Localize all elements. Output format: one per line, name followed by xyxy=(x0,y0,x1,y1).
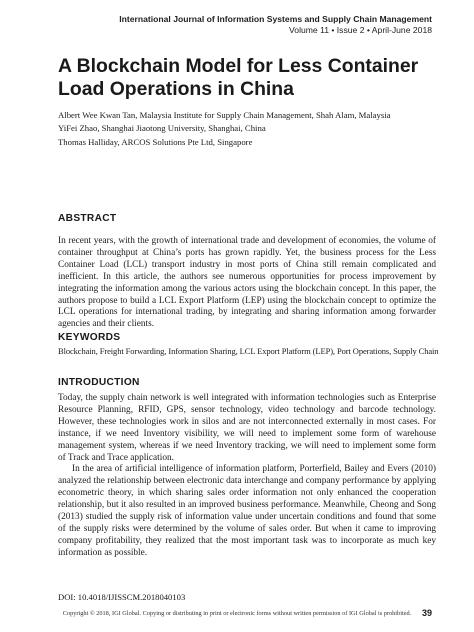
abstract-heading: ABSTRACT xyxy=(58,213,117,224)
abstract-text: In recent years, with the growth of international trade and development of economies, the volume of container throughput at China’s ports has grown rapidly. Yet, the business process for the Less Container Load (LCL) transport industry in most ports of China still remain complicated and inefficient. In this article, the authors see numerous opportunities for process improvement by integrating the information among the various actors using the blockchain concept. In this paper, the authors propose to build a LCL Export Platform (LEP) using the blockchain concept to optimize the LCL operations for international trading, by integrating and sharing information among forwarder agencies and their clients. xyxy=(58,236,436,330)
author-affiliation: Albert Wee Kwan Tan, Malaysia Institute for Supply Chain Management, Shah Alam, Malaysia xyxy=(58,110,391,120)
introduction-heading: INTRODUCTION xyxy=(58,377,140,388)
paper-title: A Blockchain Model for Less Container Load Operations in China xyxy=(58,55,419,100)
author-affiliation: YiFei Zhao, Shanghai Jiaotong University, Shanghai, China xyxy=(58,123,266,134)
journal-header xyxy=(119,14,432,36)
page-number: 39 xyxy=(421,608,432,618)
paragraph: Today, the supply chain network is well integrated with information technologies such as Enterprise Resource Planning, RFID, GPS, sensor technology, video technology and barcode technology. However, these technologies work in silos and are not interconnected externally in most cases. For instance, if we need Inventory visibility, we will need to implement some form of warehouse management system, whereas if we need Inventory tracking, we will need to implement some form of Track and Trace application. xyxy=(58,393,436,463)
journal-issue: Volume 11 • Issue 2 • April-June 2018 xyxy=(289,25,432,35)
author-affiliation: Thomas Halliday, ARCOS Solutions Pte Ltd, Singapore xyxy=(58,136,253,147)
journal-name: International Journal of Information Systems and Supply Chain Management xyxy=(119,14,432,24)
paragraph: In the area of artificial intelligence of information platform, Porterfield, Bailey and Evers (2010) analyzed the relationship between electronic data interchange and company performance by applying econometric theory, in which sharing sales order information not only enhanced the cooperation relationship, but it also resulted in an improved business performance. Meanwhile, Cheong and Song (2013) studied the supply risk of information value under uncertain conditions and found that some of the supply risks were determined by the volume of sales order. But when it came to improving company profitability, they realized that the most important task was to incorporate as much key information as possible. xyxy=(58,464,436,558)
introduction-body xyxy=(58,393,436,560)
keywords-text: Blockchain, Freight Forwarding, Information Sharing, LCL Export Platform (LEP), Port Operations, Supply Chain xyxy=(58,346,439,356)
doi: DOI: 10.4018/IJISSCM.2018040103 xyxy=(58,592,186,602)
author-list xyxy=(58,109,438,149)
keywords-heading: KEYWORDS xyxy=(58,332,121,343)
copyright-notice: Copyright © 2018, IGI Global. Copying or distributing in print or electronic forms without written permission of IGI Global is prohibited. xyxy=(62,610,412,617)
